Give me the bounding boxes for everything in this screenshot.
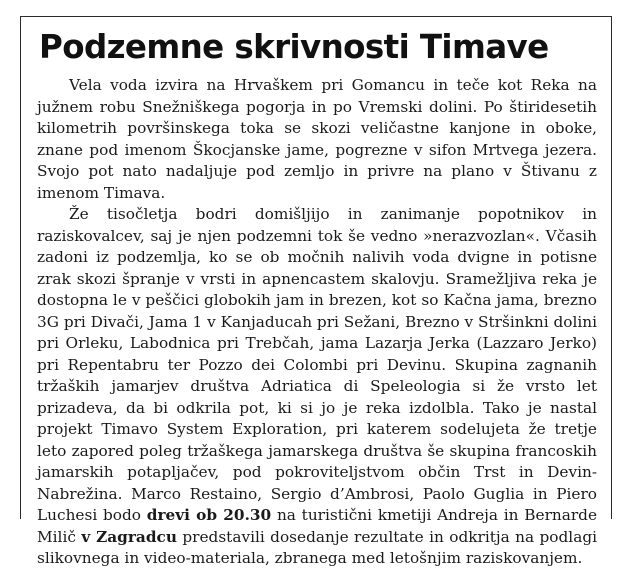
event-location-emphasis: v Zagradcu	[81, 527, 177, 546]
article-paragraph	[37, 75, 597, 204]
article-body	[37, 75, 597, 570]
article-headline: Podzemne skrivnosti Timave	[39, 28, 549, 66]
paragraph-text: na turistični kmetiji Andreja in Bernarde Milič	[37, 506, 598, 546]
paragraph-text: Že tisočletja bodri domišljijo in zanimanje popotnikov in raziskovalcev, saj je njen podzemni tok še vedno »nerazvozlan«. Včasih zadoni iz podzemlja, ko se ob močnih nalivih voda dvigne in potisne zrak skozi špranje v vrsti in apnencastem skalovju. Sramežljiva reka je dostopna le v peščici globokih jam in brezen, kot so Kačna jama, brezno 3G pri Divači, Jama 1 v Kanjaducah pri Sežani, Brezno v Stršinkni dolini pri Orleku, Labodnica pri Trebčah, jama Lazarja Jerka (Lazzaro Jerko) pri Repentabru ter Pozzo dei Colombi pri Devinu. Skupina zagnanih tržaških jamarjev društva Adriatica di Speleologia si že vrsto let prizadeva, da bi odkrila pot, ki si jo je reka izdolbla. Tako je nastal projekt Timavo System Exploration, pri katerem sodelujeta že tretje leto zapored poleg tržaškega jamarskega društva še skupina francoskih jamarskih potapljačev, pod pokroviteljstvom občin Trst in Devin-Nabrežina. Marco Restaino, Sergio d’Ambrosi, Paolo Guglia in Piero Luchesi bodo	[37, 205, 597, 524]
paragraph-text: Vela voda izvira na Hrvaškem pri Gomancu in teče kot Reka na južnem robu Snežniškega pogorja in po Vremski dolini. Po štiridesetih kilometrih površinskega toka se skozi veličastne kanjone in oboke, znane pod imenom Škocjanske jame, pogrezne v sifon Mrtvega jezera. Svojo pot nato nadaljuje pod zemljo in privre na plano v Štivanu z imenom Timava.	[37, 76, 597, 202]
article-paragraph	[37, 204, 597, 570]
newspaper-clipping	[20, 16, 612, 567]
event-time-emphasis: drevi ob 20.30	[146, 506, 272, 524]
paragraph-text: predstavili dosedanje rezultate in odkritja na podlagi slikovnega in video-materiala, zbranega med letošnjim raziskovanjem.	[37, 527, 597, 567]
